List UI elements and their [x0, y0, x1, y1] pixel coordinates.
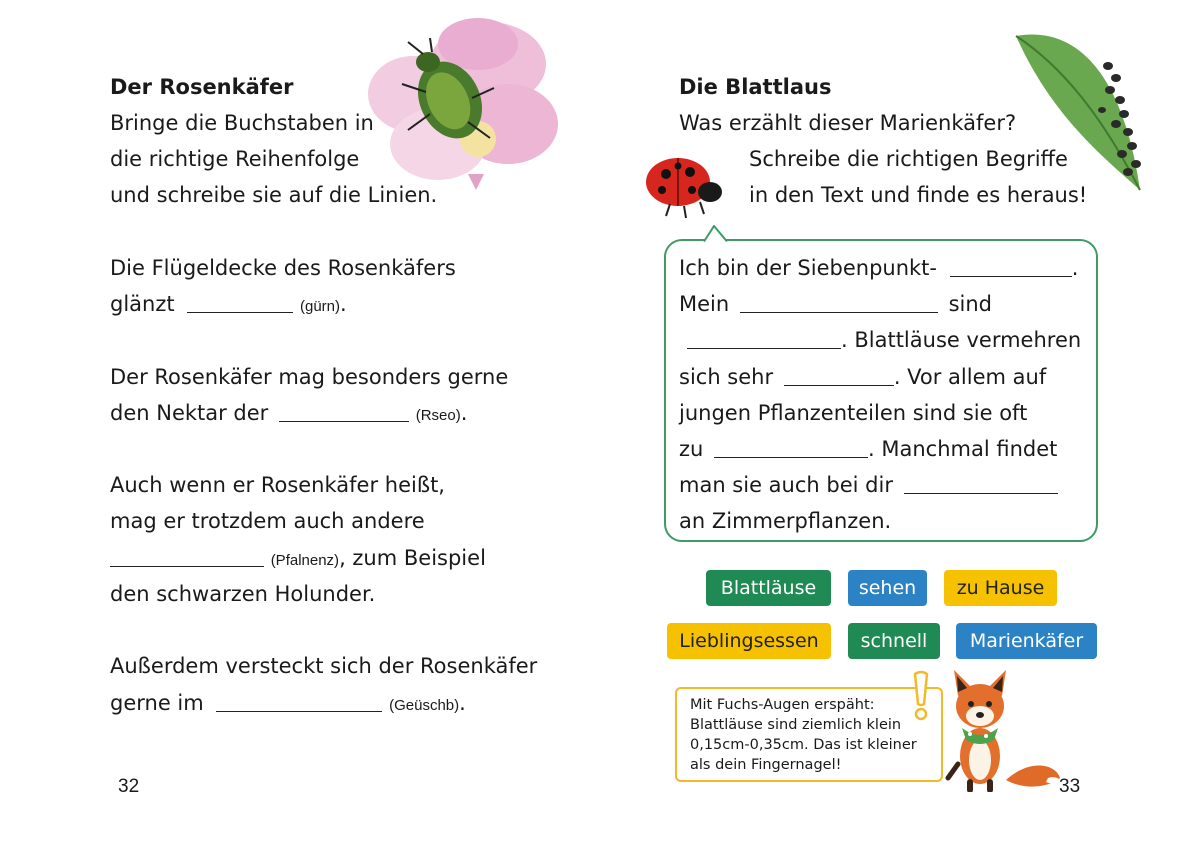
sentence-3-tail: , zum Beispiel: [339, 546, 486, 570]
fox-illustration: [940, 668, 1062, 792]
bubble-line-6: [679, 431, 1057, 467]
bubble-text-3: . Blattläuse vermehren: [841, 328, 1082, 352]
sentence-3-line-3: [110, 540, 486, 579]
word-tile-marienkaefer[interactable]: Marienkäfer: [956, 623, 1097, 659]
answer-blank-4[interactable]: [216, 691, 382, 712]
tip-line-2: Blattläuse sind ziemlich klein: [690, 717, 902, 733]
bubble-line-8: an Zimmerpflanzen.: [679, 509, 892, 533]
left-title: Der Rosenkäfer: [110, 75, 294, 99]
sentence-2-line-1: Der Rosenkäfer mag besonders gerne: [110, 365, 509, 389]
bubble-line-3: [679, 322, 1081, 358]
sentence-1-line-2: glänzt (gürn).: [110, 292, 347, 316]
tip-line-4: als dein Fingernagel!: [690, 757, 842, 773]
word-tile-sehen[interactable]: sehen: [848, 570, 927, 606]
bubble-line-7: [679, 467, 1058, 503]
word-tile-schnell[interactable]: schnell: [848, 623, 940, 659]
answer-blank-1[interactable]: [187, 292, 293, 313]
bubble-line-4: [679, 359, 1046, 395]
bubble-text-4a: sich sehr: [679, 365, 774, 389]
bubble-blank-1[interactable]: [950, 256, 1072, 277]
bubble-blank-3[interactable]: [687, 328, 841, 349]
rose-beetle-illustration: [368, 14, 564, 190]
left-intro-line-3: und schreibe sie auf die Linien.: [110, 183, 438, 207]
sentence-1-line-1: Die Flügeldecke des Rosenkäfers: [110, 256, 456, 280]
page-number-right: 33: [1059, 776, 1081, 797]
sentence-4-line-1: Außerdem versteckt sich der Rosenkäfer: [110, 654, 538, 678]
tip-line-3: 0,15cm-0,35cm. Das ist kleiner: [690, 737, 917, 753]
bubble-text-2a: Mein: [679, 292, 730, 316]
word-tile-blattlaeuse[interactable]: Blattläuse: [706, 570, 831, 606]
sentence-3-line-2: mag er trotzdem auch andere: [110, 509, 425, 533]
bubble-text-7: man sie auch bei dir: [679, 473, 893, 497]
bubble-blank-6[interactable]: [714, 437, 868, 458]
bubble-line-5: jungen Pflanzenteilen sind sie oft: [679, 401, 1028, 425]
right-intro-line-2: Schreibe die richtigen Begriffe: [749, 147, 1068, 171]
bubble-line-1: Ich bin der Siebenpunkt- .: [679, 256, 1079, 280]
scrambled-hint-4: (Geüschb): [389, 697, 460, 714]
bubble-text-2b: sind: [948, 292, 992, 316]
right-intro-line-3: in den Text und finde es heraus!: [749, 183, 1088, 207]
word-tile-lieblingsessen[interactable]: Lieblingsessen: [667, 623, 831, 659]
bubble-text-6a: zu: [679, 437, 704, 461]
bubble-blank-7[interactable]: [904, 473, 1058, 494]
left-intro-line-1: Bringe die Buchstaben in: [110, 111, 374, 135]
sentence-2-text: den Nektar der: [110, 401, 269, 425]
scrambled-hint-3: (Pfalnenz): [270, 552, 340, 569]
right-intro-line-1: Was erzählt dieser Marienkäfer?: [679, 111, 1017, 135]
scrambled-hint-2: (Rseo): [415, 407, 461, 424]
sentence-4-line-2: gerne im (Geüschb).: [110, 691, 466, 715]
scrambled-hint-1: (gürn): [299, 298, 340, 315]
page-number-left: 32: [118, 776, 140, 797]
sentence-3-line-4: den schwarzen Holunder.: [110, 582, 376, 606]
left-intro-line-2: die richtige Reihenfolge: [110, 147, 360, 171]
exclamation-mark-icon: [907, 670, 935, 722]
tip-line-1: Mit Fuchs-Augen erspäht:: [690, 697, 875, 713]
sentence-3-line-1: Auch wenn er Rosenkäfer heißt,: [110, 473, 445, 497]
sentence-4-text: gerne im: [110, 691, 204, 715]
ladybug-illustration: [640, 148, 728, 220]
word-tile-zu-hause[interactable]: zu Hause: [944, 570, 1057, 606]
bubble-blank-2[interactable]: [740, 292, 938, 313]
speech-bubble-tail: [703, 225, 729, 242]
sentence-1-text: glänzt: [110, 292, 175, 316]
leaf-with-aphids-illustration: [1012, 26, 1146, 192]
bubble-line-2: [679, 286, 992, 322]
answer-blank-2[interactable]: [279, 401, 409, 422]
answer-blank-3[interactable]: [110, 546, 264, 567]
right-title: Die Blattlaus: [679, 75, 832, 99]
bubble-blank-4[interactable]: [784, 365, 894, 386]
bubble-text-1: Ich bin der Siebenpunkt-: [679, 256, 937, 280]
bubble-text-4b: . Vor allem auf: [893, 365, 1047, 389]
bubble-text-6b: . Manchmal findet: [868, 437, 1058, 461]
sentence-2-line-2: den Nektar der (Rseo).: [110, 401, 468, 425]
